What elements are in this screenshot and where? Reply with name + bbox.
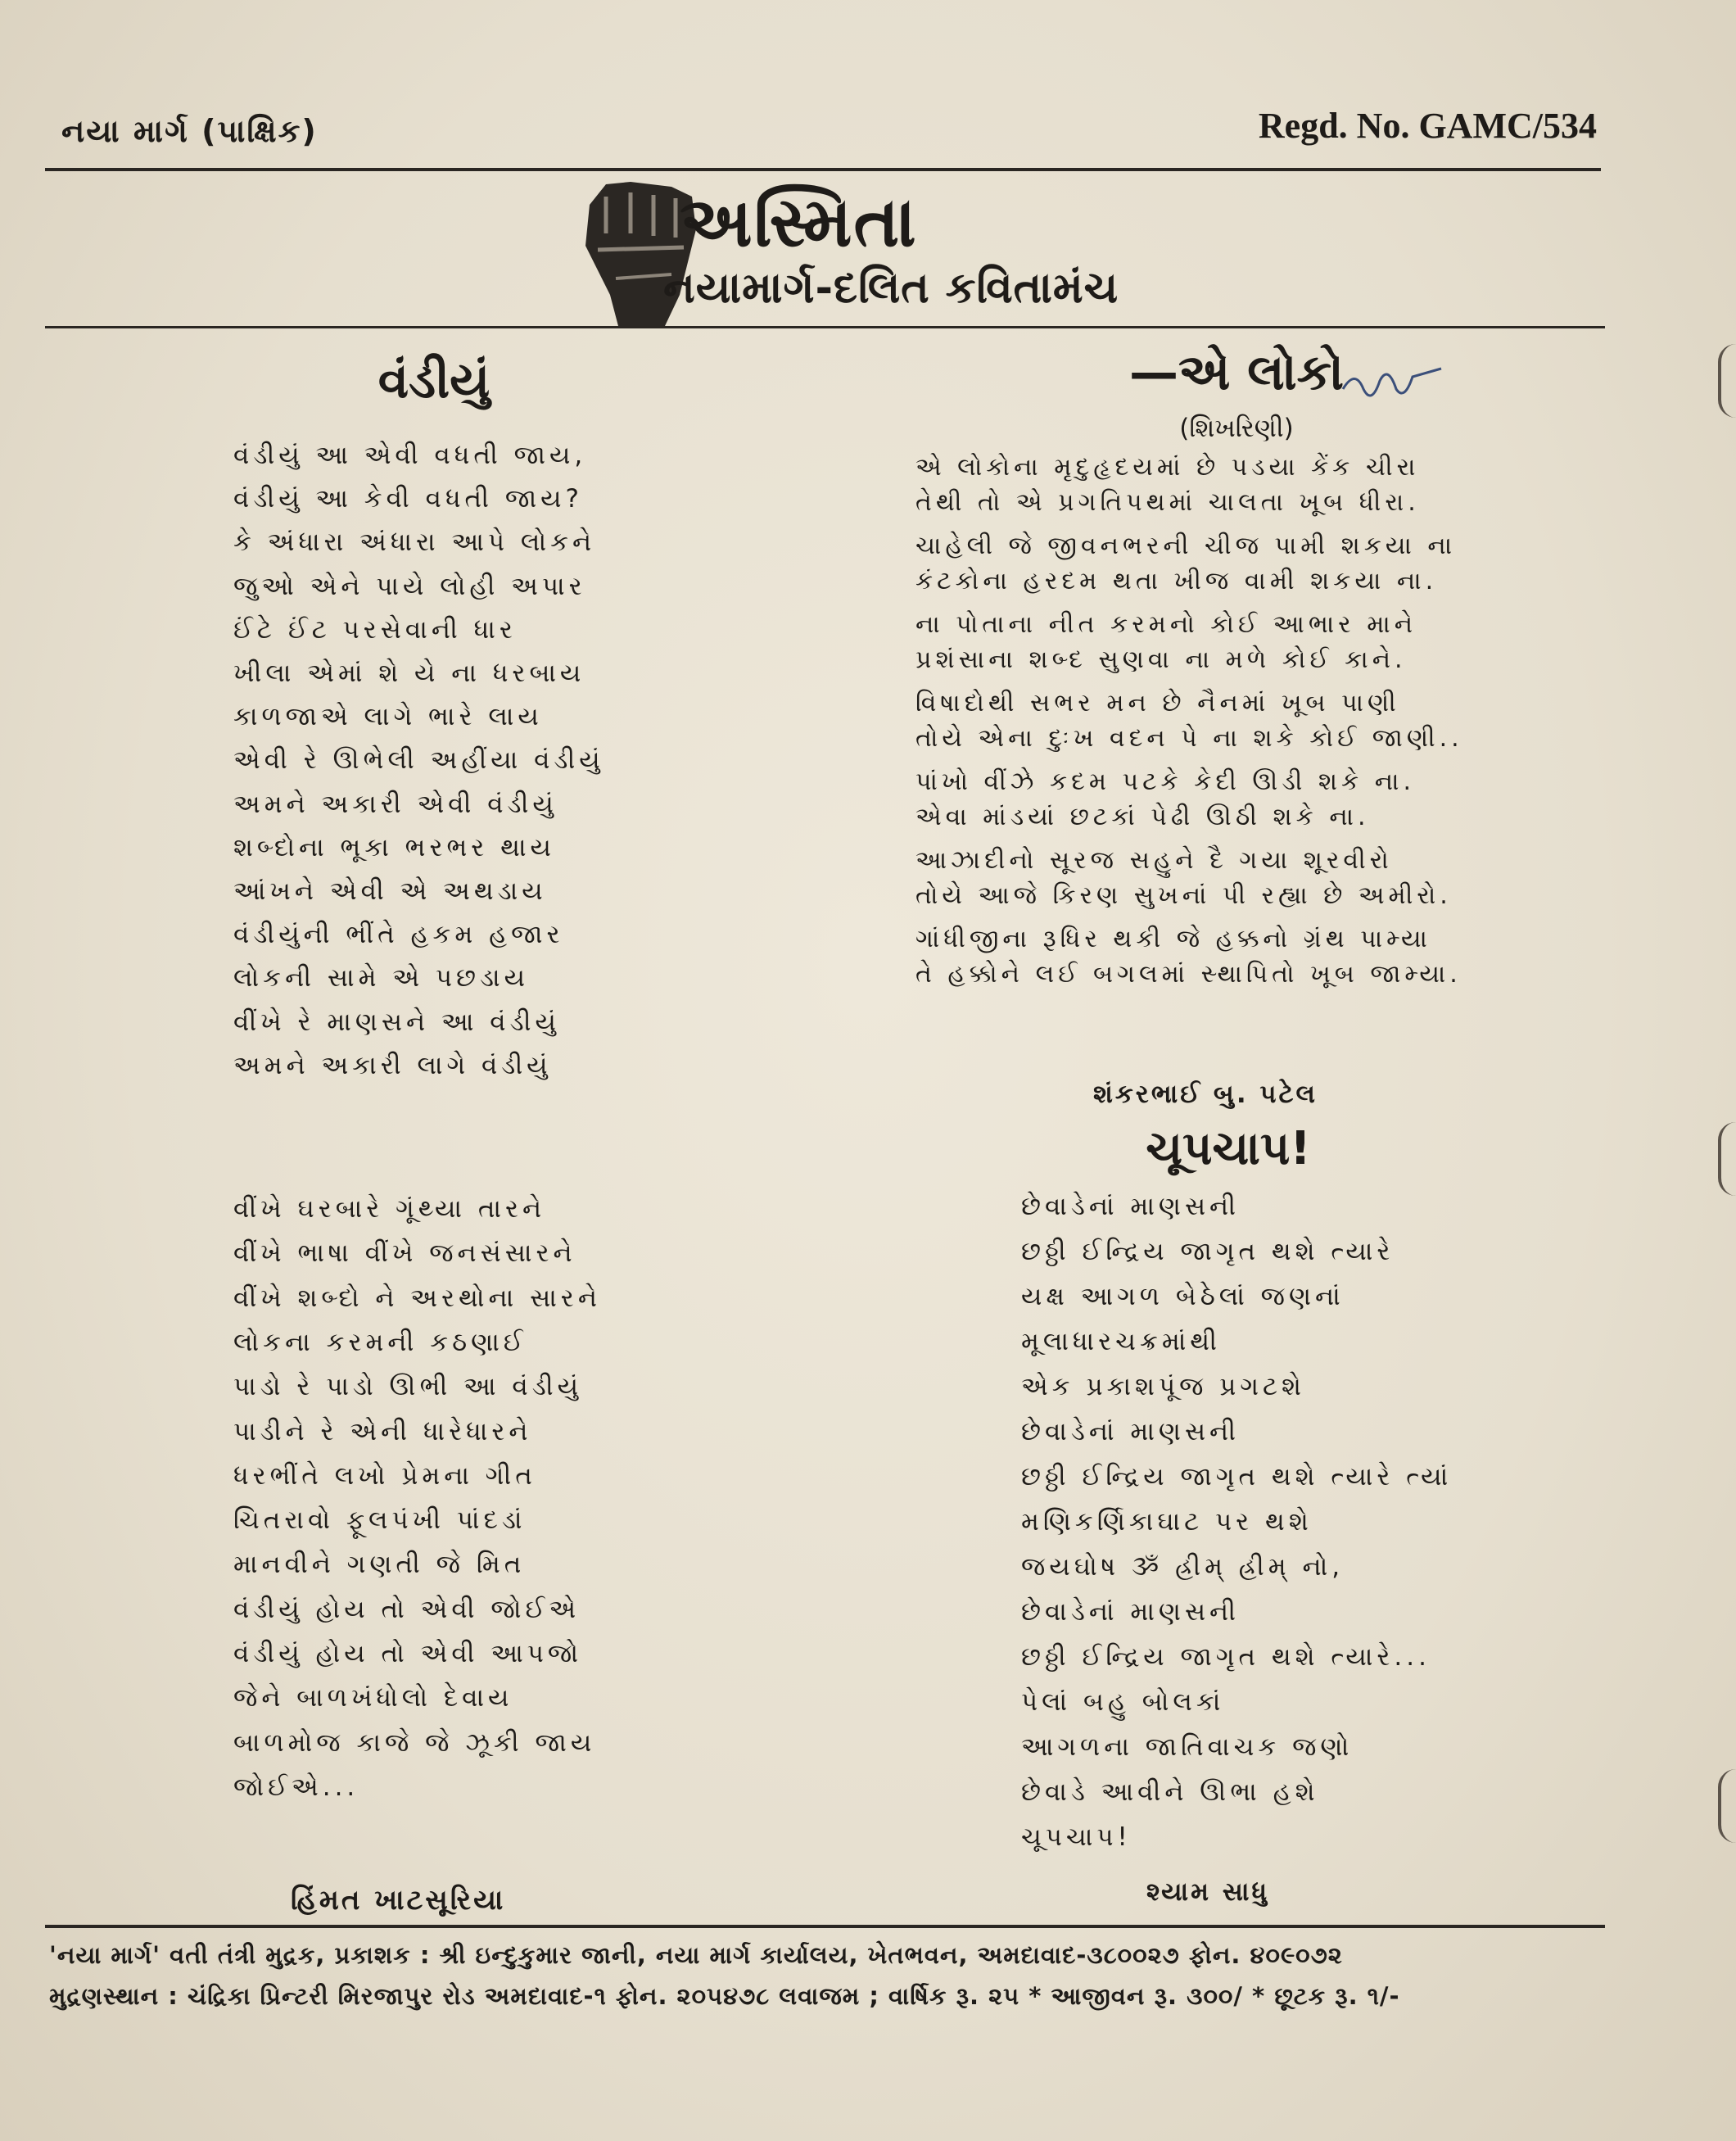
poem-line: કંટકોના હરદમ થતા ખીજ વામી શકયા ના. xyxy=(915,567,1438,595)
poem-line: તે હક્કોને લઈ બગલમાં સ્થાપિતો ખૂબ જામ્યા. xyxy=(915,960,1462,989)
poem-line: ઈંટે ઈંટ પરસેવાની ધાર xyxy=(233,614,517,645)
poem-right1-meter: (શિખરિણી) xyxy=(1179,414,1294,443)
poem-line: ચાહેલી જે જીવનભરની ચીજ પામી શકયા ના xyxy=(915,532,1457,560)
poem-line: વંડીયું આ એવી વધતી જાય, xyxy=(233,441,587,470)
poem-line: વંડીયું હોય તો એવી આપજો xyxy=(233,1639,582,1668)
poem-line: પાડીને રે એની ધારેધારને xyxy=(233,1416,532,1446)
header-rule xyxy=(45,168,1601,171)
footer-printer: મુદ્રણસ્થાન : ચંદ્રિકા પ્રિન્ટરી મિરજાપુર રોડ અમદાવાદ-૧ ફોન. ૨૦૫૪૭૮ લવાજમ ; વાર્ષિક રૂ. ૨૫ * આજીવન રૂ. ૩૦૦/ * છૂટક રૂ. ૧/- xyxy=(49,1982,1400,2010)
poem-line: પાંખો વીંઝે કદમ પટકે કેદી ઊડી શકે ના. xyxy=(915,767,1416,796)
footer-rule xyxy=(45,1925,1605,1928)
poem-line: છેવાડેનાં માણસની xyxy=(1021,1597,1241,1627)
poem-line: એવા માંડયાં છટકાં પેઢી ઊઠી શકે ના. xyxy=(915,803,1370,831)
poem-right1-author: શંકરભાઈ બુ. પટેલ xyxy=(1093,1080,1318,1109)
poem-line: છેવાડેનાં માણસની xyxy=(1021,1192,1241,1221)
poem-line: ચૂપચાપ! xyxy=(1021,1822,1132,1852)
asmita-logo xyxy=(565,172,1155,328)
poem-line: અમને અકારી લાગે વંડીયું xyxy=(233,1050,552,1080)
poem-line: ખીલા એમાં શે યે ના ધરબાય xyxy=(233,659,585,688)
poem-line: માનવીને ગણતી જે મિત xyxy=(233,1550,526,1580)
poem-right2-author: શ્યામ સાધુ xyxy=(1146,1877,1270,1907)
poem-line: જોઈએ... xyxy=(233,1772,359,1802)
poem-line: ચિતરાવો ફૂલપંખી પાંદડાં xyxy=(233,1505,527,1536)
poem-line: વંડીયું હોય તો એવી જોઈએ xyxy=(233,1594,581,1624)
poem-line: છઠ્ઠી ઈન્દ્રિય જાગૃત થશે ત્યારે xyxy=(1021,1237,1395,1266)
logo-tagline: નયામાર્ગ-દલિત કવિતામંચ xyxy=(663,264,1119,313)
binder-hole xyxy=(1718,1122,1736,1196)
poem-line: વિષાદોથી સભર મન છે નૈનમાં ખૂબ પાણી xyxy=(915,689,1400,717)
registration-number: Regd. No. GAMC/534 xyxy=(1258,106,1597,146)
poem-line: યક્ષ આગળ બેઠેલાં જણનાં xyxy=(1021,1282,1345,1311)
publication-name: નયા માર્ગ (પાક્ષિક) xyxy=(61,113,318,149)
logo-brand: અસ્મિતા xyxy=(680,182,918,262)
poem-line: અમને અકારી એવી વંડીયું xyxy=(233,789,558,819)
poem-line: તેથી તો એ પ્રગતિપથમાં ચાલતા ખૂબ ધીરા. xyxy=(915,488,1420,517)
poem-line: પેલાં બહુ બોલકાં xyxy=(1021,1687,1225,1717)
poem-line: જયઘોષ ૐ હ્રીમ્ હ્રીમ્ નો, xyxy=(1021,1552,1345,1582)
poem-line: જુઓ એને પાયે લોહી અપાર xyxy=(233,571,586,601)
poem-line: વંડીયુંની ભીંતે હકમ હજાર xyxy=(233,920,564,950)
poem-line: વીંખે શબ્દો ને અરથોના સારને xyxy=(233,1283,601,1313)
logo-rule xyxy=(45,326,1605,328)
binder-hole xyxy=(1718,344,1736,418)
poem-line: ના પોતાના નીત કરમનો કોઈ આભાર માને xyxy=(915,610,1417,639)
poem-line: તોયે આજે કિરણ સુખનાં પી રહ્યા છે અમીરો. xyxy=(915,881,1452,910)
poem-line: મણિકર્ણિકાઘાટ પર થશે xyxy=(1021,1507,1313,1537)
poem-line: છેવાડેનાં માણસની xyxy=(1021,1417,1241,1446)
poem-line: પ્રશંસાના શબ્દ સુણવા ના મળે કોઈ કાને. xyxy=(915,645,1407,674)
poem-line: છઠ્ઠી ઈન્દ્રિય જાગૃત થશે ત્યારે ત્યાં xyxy=(1021,1462,1453,1491)
poem-line: મૂલાધારચક્રમાંથી xyxy=(1021,1327,1221,1356)
poem-line: આંખને એવી એ અથડાય xyxy=(233,876,547,906)
poem-line: એ લોકોના મૃદુહૃદયમાં છે પડયા કેંક ચીરા xyxy=(915,453,1420,482)
poem-left-author: હિંમત ખાટસૂરિયા xyxy=(291,1884,506,1917)
poem-line: બાળમોજ કાજે જે ઝૂકી જાય xyxy=(233,1727,596,1758)
poem-line: કાળજાએ લાગે ભારે લાય xyxy=(233,702,543,732)
poem-line: એક પ્રકાશપૂંજ પ્રગટશે xyxy=(1021,1372,1305,1401)
poem-line: તોયે એના દુઃખ વદન પે ના શકે કોઈ જાણી.. xyxy=(915,724,1463,753)
poem-line: ધરભીંતે લખો પ્રેમના ગીત xyxy=(233,1460,536,1491)
poem-line: વીંખે ભાષા વીંખે જનસંસારને xyxy=(233,1238,576,1269)
poem-line: લોકની સામે એ પછડાય xyxy=(233,963,529,994)
poem-line: શબ્દોના ભૂકા ભરભર થાય xyxy=(233,832,555,862)
pencil-scribble-mark xyxy=(1339,356,1445,414)
poem-line: છેવાડે આવીને ઊભા હશે xyxy=(1021,1777,1319,1807)
poem-line: વીંખે ઘરબારે ગૂંથ્યા તારને xyxy=(233,1194,546,1224)
poem-line: આઝાદીનો સૂરજ સહુને દૈ ગયા શૂરવીરો xyxy=(915,846,1393,875)
poem-line: આગળના જાતિવાચક જણો xyxy=(1021,1732,1354,1762)
footer-publisher: 'નયા માર્ગ' વતી તંત્રી મુદ્રક, પ્રકાશક : શ્રી ઇન્દુકુમાર જાની, નયા માર્ગ કાર્યાલય, ખેતભવન, અમદાવાદ-૩૮૦૦૨૭ ફોન. ૪૦૯૦૭૨ xyxy=(49,1941,1343,1969)
poem-line: કે અંધારા અંધારા આપે લોકને xyxy=(233,527,596,558)
poem-line: એવી રે ઊભેલી અહીંયા વંડીયું xyxy=(233,745,604,776)
poem-right1-title: —એ લોકો xyxy=(1129,344,1344,401)
poem-line: છઠ્ઠી ઈન્દ્રિય જાગૃત થશે ત્યારે... xyxy=(1021,1642,1431,1672)
poem-line: વંડીયું આ કેવી વધતી જાય? xyxy=(233,484,583,514)
poem-line: ગાંધીજીના રૂધિર થકી જે હક્કનો ગ્રંથ પામ્યા xyxy=(915,925,1431,953)
binder-hole xyxy=(1718,1769,1736,1843)
poem-line: વીંખે રે માણસને આ વંડીયું xyxy=(233,1007,560,1037)
poem-right2-title: ચૂપચાપ! xyxy=(1146,1122,1311,1175)
poem-left-title: વંડીયું xyxy=(377,352,491,410)
poem-line: પાડો રે પાડો ઊભી આ વંડીયું xyxy=(233,1372,583,1402)
poem-line: જેને બાળખંધોલો દેવાય xyxy=(233,1683,513,1713)
poem-line: લોકના કરમની કઠણાઈ xyxy=(233,1327,527,1357)
